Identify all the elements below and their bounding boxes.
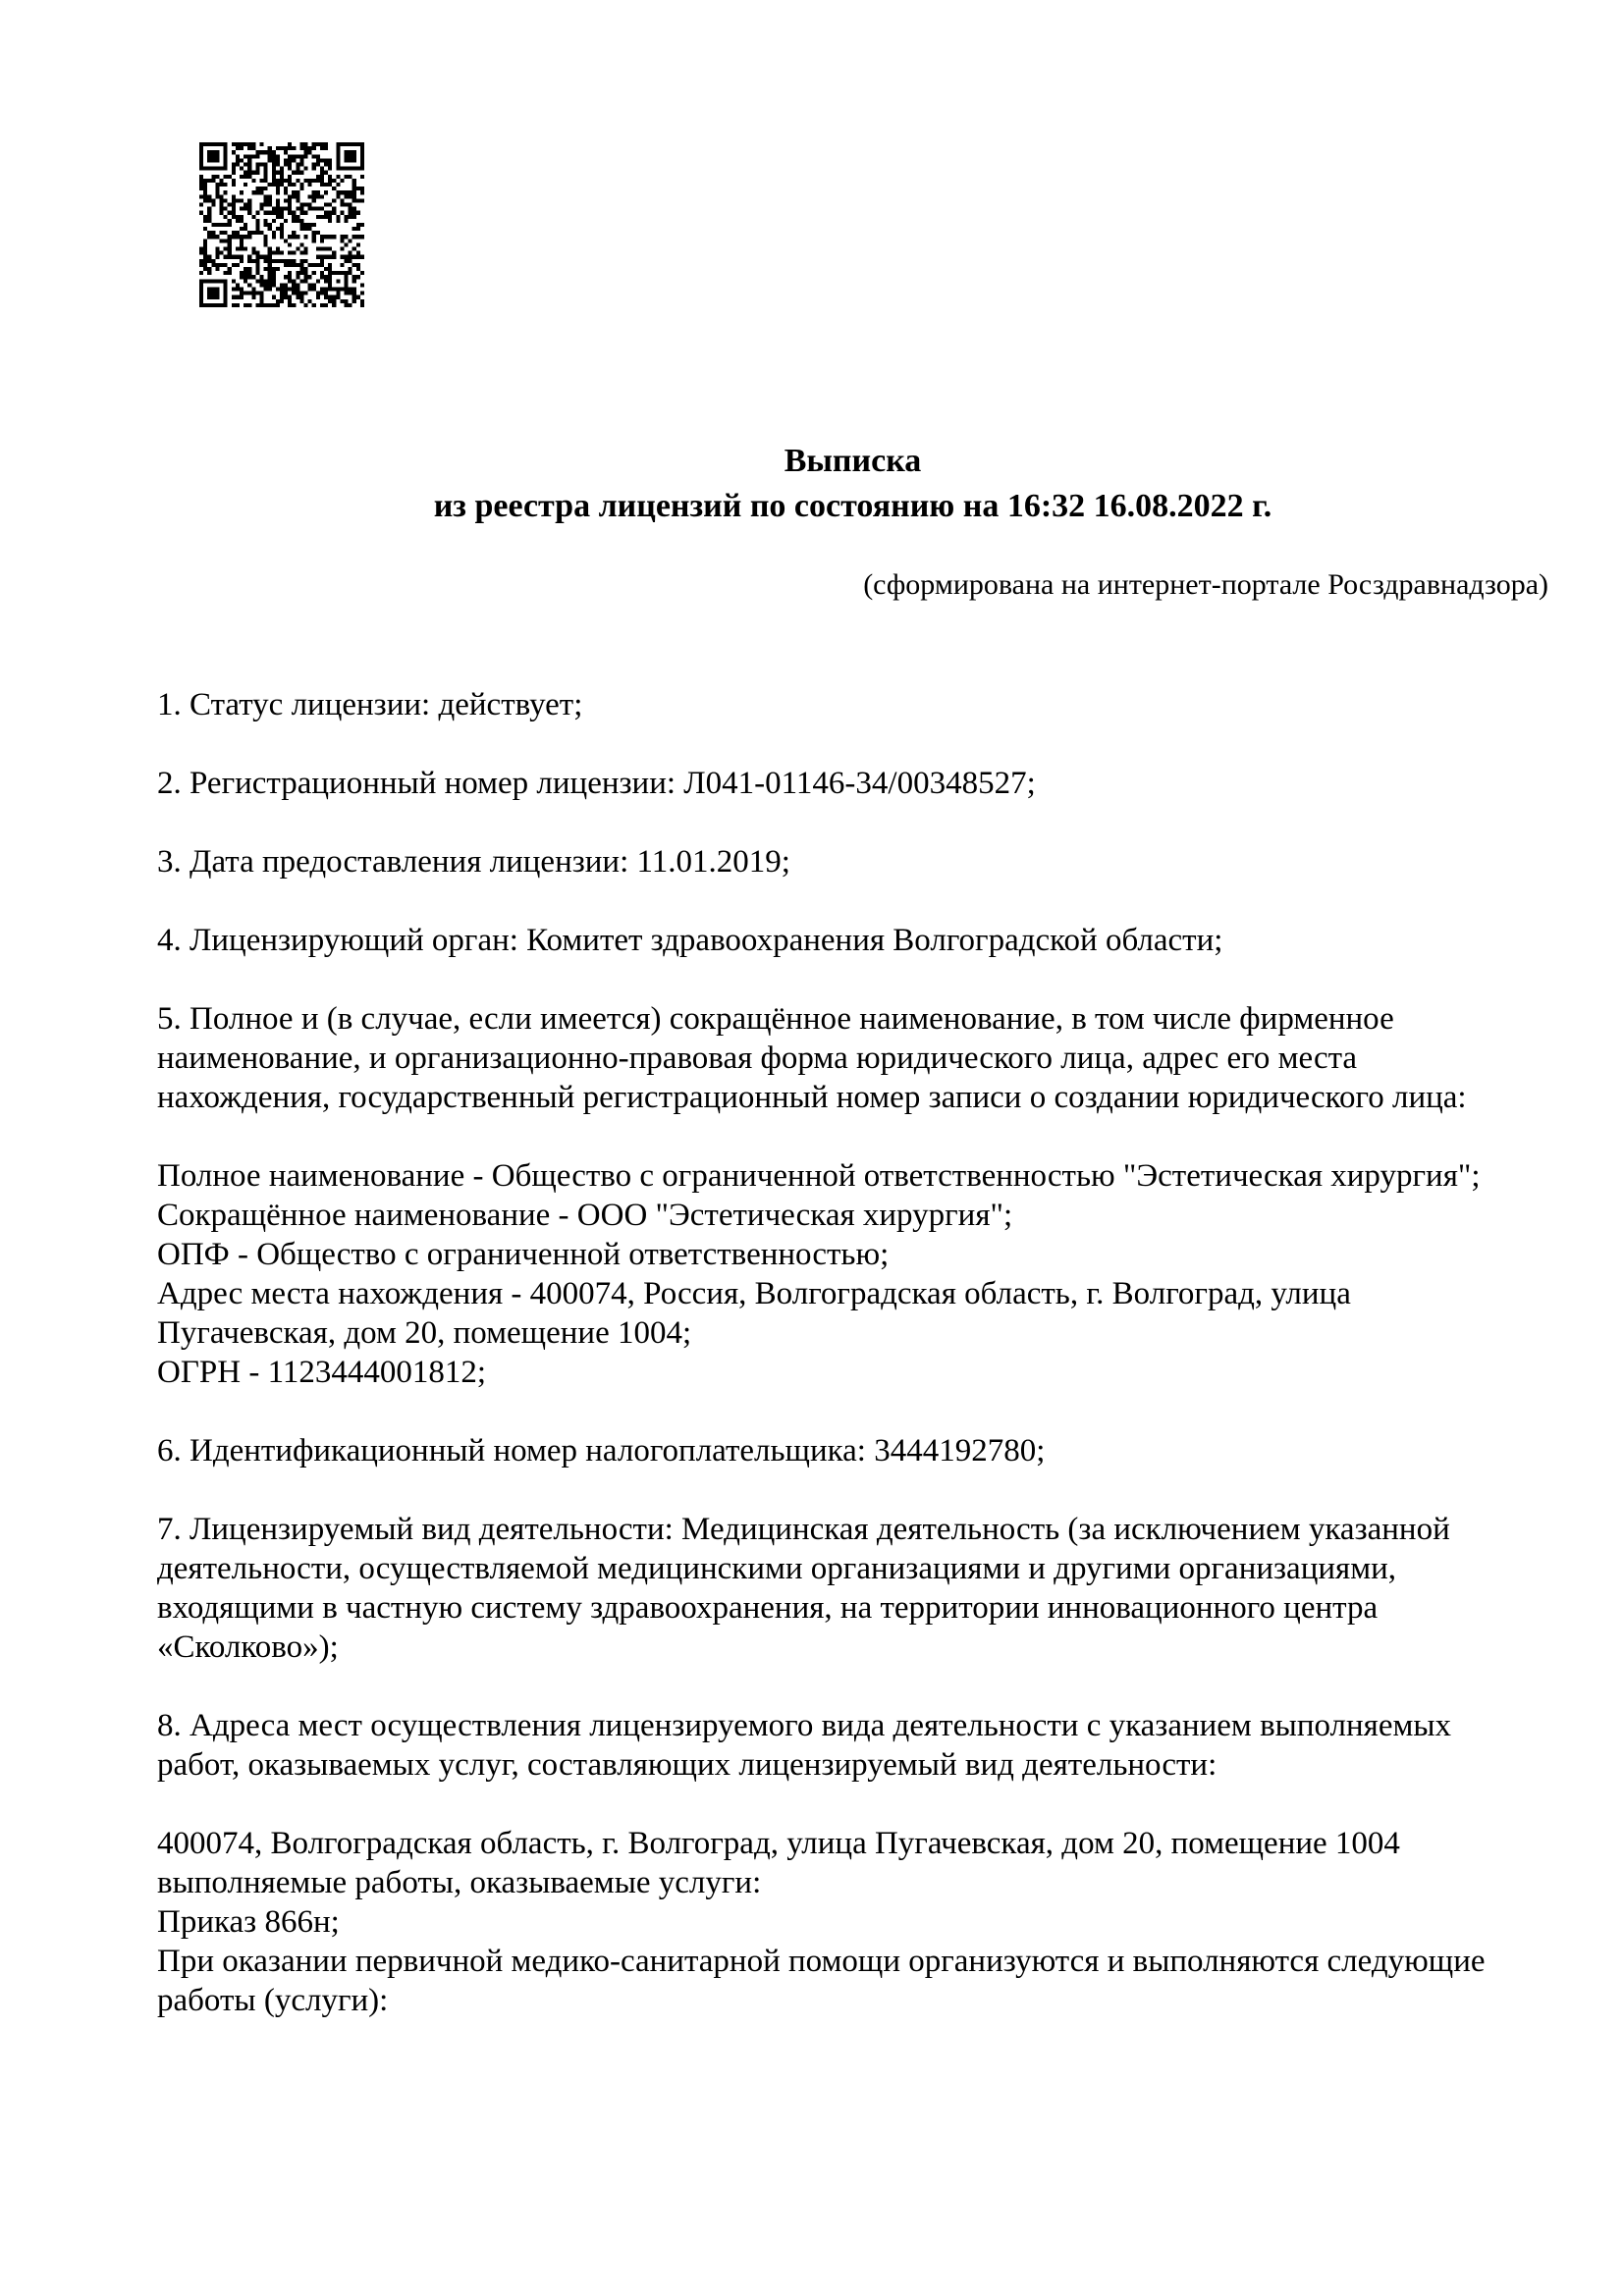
paragraph <box>157 1824 1548 2020</box>
paragraph <box>157 1431 1548 1470</box>
paragraph <box>157 1156 1548 1392</box>
paragraph-line: наименование, и организационно-правовая форма юридического лица, адрес его места <box>157 1041 1358 1076</box>
paragraph-line: Пугачевская, дом 20, помещение 1004; <box>157 1315 692 1351</box>
paragraph-line: 8. Адреса мест осуществления лицензируемого вида деятельности с указанием выполняемых <box>157 1708 1452 1743</box>
paragraph-line: 400074, Волгоградская область, г. Волгоград, улица Пугачевская, дом 20, помещение 1004 <box>157 1826 1400 1861</box>
paragraph <box>157 685 1548 724</box>
paragraph-line: нахождения, государственный регистрационный номер записи о создании юридического лица: <box>157 1080 1467 1115</box>
document-title <box>157 439 1548 529</box>
paragraph-line: Приказ 866н; <box>157 1904 340 1940</box>
paragraph-line: входящими в частную систему здравоохранения, на территории инновационного центра <box>157 1590 1379 1626</box>
paragraph-line: 2. Регистрационный номер лицензии: Л041-01146-34/00348527; <box>157 766 1036 801</box>
paragraph-line: 5. Полное и (в случае, если имеется) сокращённое наименование, в том числе фирменное <box>157 1001 1394 1037</box>
paragraph <box>157 842 1548 881</box>
paragraph-line: 7. Лицензируемый вид деятельности: Медицинская деятельность (за исключением указанной <box>157 1512 1450 1547</box>
qr-code <box>199 142 364 307</box>
paragraph-line: 3. Дата предоставления лицензии: 11.01.2019; <box>157 844 790 880</box>
paragraph-line: Адрес места нахождения - 400074, Россия, Волгоградская область, г. Волгоград, улица <box>157 1276 1351 1311</box>
paragraph-line: 1. Статус лицензии: действует; <box>157 687 583 722</box>
title-line-1: Выписка <box>784 443 922 479</box>
paragraph <box>157 921 1548 960</box>
title-line-2: из реестра лицензий по состоянию на 16:32 16.08.2022 г. <box>433 488 1272 524</box>
paragraph <box>157 764 1548 803</box>
paragraph-line: деятельности, осуществляемой медицинскими организациями и другими организациями, <box>157 1551 1396 1586</box>
document-subtitle: (сформирована на интернет-портале Росздравнадзора) <box>863 568 1548 601</box>
paragraph-line: ОПФ - Общество с ограниченной ответственностью; <box>157 1237 890 1272</box>
paragraph-line: «Сколково»); <box>157 1629 339 1665</box>
paragraph-line: Полное наименование - Общество с ограниченной ответственностью "Эстетическая хирургия"; <box>157 1158 1481 1194</box>
paragraph <box>157 1510 1548 1667</box>
paragraph-line: выполняемые работы, оказываемые услуги: <box>157 1865 762 1900</box>
paragraph-line: 4. Лицензирующий орган: Комитет здравоохранения Волгоградской области; <box>157 923 1223 958</box>
paragraph <box>157 1706 1548 1785</box>
paragraph-line: ОГРН - 1123444001812; <box>157 1355 487 1390</box>
paragraph-line: 6. Идентификационный номер налогоплательщика: 3444192780; <box>157 1433 1046 1468</box>
paragraph-line: Сокращённое наименование - ООО "Эстетическая хирургия"; <box>157 1198 1013 1233</box>
paragraph-line: При оказании первичной медико-санитарной помощи организуются и выполняются следующие <box>157 1944 1486 1979</box>
paragraph-line: работ, оказываемых услуг, составляющих лицензируемый вид деятельности: <box>157 1747 1217 1783</box>
paragraph <box>157 999 1548 1117</box>
document-body <box>157 685 1548 2059</box>
paragraph-line: работы (услуги): <box>157 1983 389 2018</box>
